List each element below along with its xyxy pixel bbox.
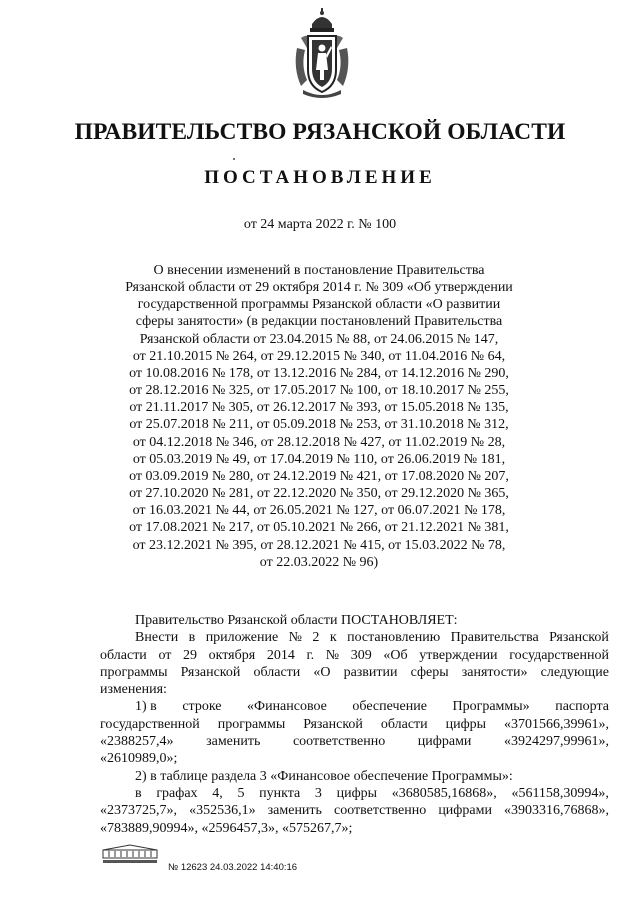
- word: «352536,1»: [189, 803, 256, 819]
- word: обеспечение: [352, 699, 427, 715]
- word: заменить: [206, 734, 261, 750]
- coat-of-arms-icon: [291, 8, 353, 98]
- word: 2: [312, 630, 320, 646]
- word: 4,: [212, 785, 223, 801]
- word: «2373725,7»,: [100, 803, 177, 819]
- organization-title: ПРАВИТЕЛЬСТВО РЯЗАНСКОЙ ОБЛАСТИ: [74, 119, 566, 145]
- body-line: [100, 647, 609, 664]
- word: Внести: [135, 630, 179, 646]
- subject-line: Рязанской области от 23.04.2015 № 88, от 24.06.2015 № 147,: [139, 331, 499, 347]
- word: приложение: [205, 630, 279, 646]
- word: г.: [306, 647, 315, 663]
- word: «3680585,16868»,: [391, 785, 497, 801]
- word: №: [325, 647, 340, 663]
- subject-line: от 25.07.2018 № 211, от 05.09.2018 № 253, от 31.10.2018 № 312,: [129, 417, 509, 433]
- word: соответственно: [334, 803, 427, 819]
- word: программы: [217, 716, 286, 732]
- word: «3903316,76868»,: [504, 803, 609, 819]
- subject-line: от 27.10.2020 № 281, от 22.12.2020 № 350, от 29.12.2020 № 365,: [129, 486, 509, 502]
- word: Рязанской: [549, 630, 609, 646]
- subject-line: Рязанской области от 29 октября 2014 г. № 309 «Об утверждении: [125, 280, 513, 296]
- document-body: [100, 612, 609, 837]
- word: утверждении: [419, 647, 498, 663]
- subject-line: государственной программы Рязанской области «О развитии: [137, 297, 501, 313]
- word: развитии: [343, 664, 398, 680]
- word: следующие: [540, 664, 609, 680]
- subject-line: от 22.03.2022 № 96): [259, 554, 379, 570]
- subject-line: от 04.12.2018 № 346, от 28.12.2018 № 427, от 11.02.2019 № 28,: [132, 434, 506, 450]
- word: 2014: [266, 647, 295, 663]
- registration-number: № 12623 24.03.2022 14:40:16: [168, 862, 298, 873]
- subject-line: от 21.11.2017 № 305, от 26.12.2017 № 393, от 15.05.2018 № 135,: [129, 400, 509, 416]
- word: области: [253, 664, 301, 680]
- word: октября: [208, 647, 256, 663]
- body-line: [100, 716, 609, 733]
- document-date: от 24 марта 2022 г. № 100: [243, 217, 397, 232]
- word: в: [188, 630, 196, 646]
- word: строке: [182, 699, 222, 715]
- subject-line: от 05.03.2019 № 49, от 17.04.2019 № 110, от 26.06.2019 № 181,: [132, 451, 506, 467]
- word: от: [158, 647, 172, 663]
- word: Правительства: [450, 630, 539, 646]
- word: цифры: [445, 716, 487, 732]
- subject-line: от 10.08.2016 № 178, от 13.12.2016 № 284, от 14.12.2016 № 290,: [129, 365, 509, 381]
- subject-line: О внесении изменений в постановление Правительства: [153, 263, 485, 278]
- word: области: [100, 647, 147, 663]
- word: сферы: [410, 664, 449, 680]
- word: постановлению: [347, 630, 441, 646]
- registry-stamp-icon: [101, 844, 159, 864]
- word: «Финансовое: [247, 699, 327, 715]
- word: 309: [350, 647, 372, 663]
- word: к: [329, 630, 337, 646]
- word: государственной: [100, 716, 200, 732]
- document-subject: [103, 262, 535, 571]
- word: цифрами: [417, 734, 472, 750]
- word: программы: [100, 664, 168, 680]
- word: Рязанской: [180, 664, 241, 680]
- word: 29: [183, 647, 197, 663]
- document-type: ПОСТАНОВЛЕНИЕ: [204, 167, 436, 188]
- word: 5: [237, 785, 245, 801]
- word: паспорта: [555, 699, 609, 715]
- word: 1) в: [135, 699, 157, 715]
- body-line: 2) в таблице раздела 3 «Финансовое обеспечение Программы»:: [135, 768, 513, 784]
- word: графах: [156, 785, 198, 801]
- decorative-dot: [233, 158, 235, 160]
- word: соответственно: [292, 734, 386, 750]
- word: №: [288, 630, 302, 646]
- subject-line: от 16.03.2021 № 44, от 26.05.2021 № 127, от 06.07.2021 № 178,: [132, 503, 506, 519]
- word: 3: [314, 785, 322, 801]
- subject-line: от 21.10.2015 № 264, от 29.12.2015 № 340, от 11.04.2016 № 64,: [132, 348, 506, 364]
- word: «3924297,99961»,: [504, 734, 609, 750]
- word: «Об: [383, 647, 408, 663]
- body-line: [100, 629, 609, 646]
- word: государственной: [509, 647, 609, 663]
- word: пункта: [259, 785, 301, 801]
- word: цифрами: [438, 803, 492, 819]
- word: занятости»: [461, 664, 528, 680]
- word: «3701566,39961»,: [503, 716, 609, 732]
- body-line: [100, 664, 609, 681]
- body-line: [100, 698, 609, 715]
- subject-line: от 17.08.2021 № 217, от 05.10.2021 № 266, от 21.12.2021 № 381,: [129, 520, 509, 536]
- body-line: «2610989,0»;: [100, 751, 178, 767]
- body-line: «783889,90994», «2596457,3», «575267,7»;: [100, 820, 353, 836]
- word: «2388257,4»: [100, 734, 174, 750]
- word: Программы»: [452, 699, 530, 715]
- word: цифры: [336, 785, 378, 801]
- word: в: [135, 785, 142, 801]
- subject-line: от 03.09.2019 № 280, от 24.12.2019 № 421, от 17.08.2020 № 207,: [129, 468, 509, 484]
- body-line: [100, 802, 609, 819]
- body-line: [100, 785, 609, 802]
- body-line: [100, 733, 609, 750]
- body-line: Правительство Рязанской области ПОСТАНОВЛЯЕТ:: [135, 613, 458, 628]
- subject-line: от 28.12.2016 № 325, от 17.05.2017 № 100, от 18.10.2017 № 255,: [129, 383, 509, 399]
- word: области: [380, 716, 428, 732]
- body-line: изменения:: [100, 682, 167, 698]
- word: Рязанской: [303, 716, 363, 732]
- word: заменить: [267, 803, 322, 819]
- subject-line: сферы занятости» (в редакции постановлений Правительства: [135, 314, 503, 330]
- word: «О: [313, 664, 331, 680]
- subject-line: от 23.12.2021 № 395, от 28.12.2021 № 415, от 15.03.2022 № 78,: [132, 537, 506, 553]
- word: «561158,30994»,: [511, 785, 609, 801]
